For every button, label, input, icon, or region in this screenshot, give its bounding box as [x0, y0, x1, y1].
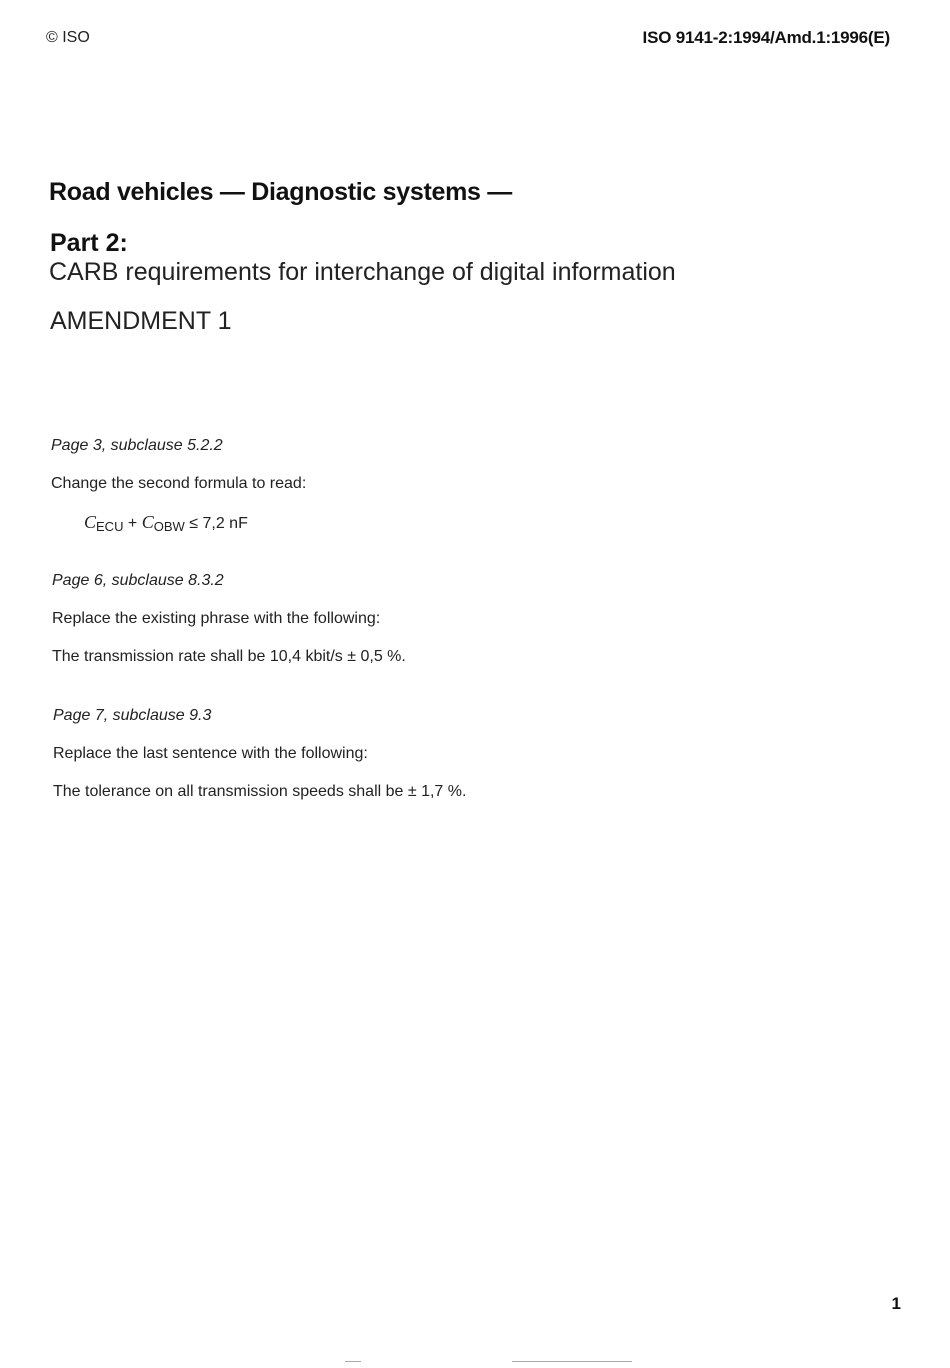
amendment-instruction-1: Change the second formula to read:: [51, 475, 307, 492]
part-heading: Part 2:: [50, 229, 128, 257]
amendment-instruction-3: Replace the last sentence with the following:: [53, 745, 368, 762]
capacitance-formula: [84, 512, 248, 534]
amendment-text-3: The tolerance on all transmission speeds shall be ± 1,7 %.: [53, 783, 467, 800]
formula-sub-1: ECU: [96, 519, 124, 534]
amendment-instruction-2: Replace the existing phrase with the following:: [52, 610, 381, 627]
amendment-text-2: The transmission rate shall be 10,4 kbit/s ± 0,5 %.: [52, 648, 406, 665]
formula-operator: +: [127, 515, 138, 532]
scan-artifact-right: [512, 1361, 632, 1362]
scan-artifact-left: [345, 1361, 361, 1362]
formula-sub-2: OBW: [153, 519, 185, 534]
formula-relation: ≤ 7,2 nF: [189, 515, 248, 532]
formula-var-2: C: [141, 512, 154, 532]
standard-identifier: ISO 9141-2:1994/Amd.1:1996(E): [642, 28, 890, 47]
page-number: 1: [891, 1294, 901, 1313]
copyright-label: © ISO: [46, 29, 90, 46]
amendment-reference-1: Page 3, subclause 5.2.2: [51, 437, 223, 454]
amendment-heading: AMENDMENT 1: [50, 307, 232, 335]
document-title: Road vehicles — Diagnostic systems —: [49, 178, 512, 206]
part-subtitle: CARB requirements for interchange of digital information: [49, 258, 676, 286]
formula-var-1: C: [84, 512, 97, 532]
amendment-reference-2: Page 6, subclause 8.3.2: [52, 572, 224, 589]
amendment-reference-3: Page 7, subclause 9.3: [53, 707, 212, 724]
